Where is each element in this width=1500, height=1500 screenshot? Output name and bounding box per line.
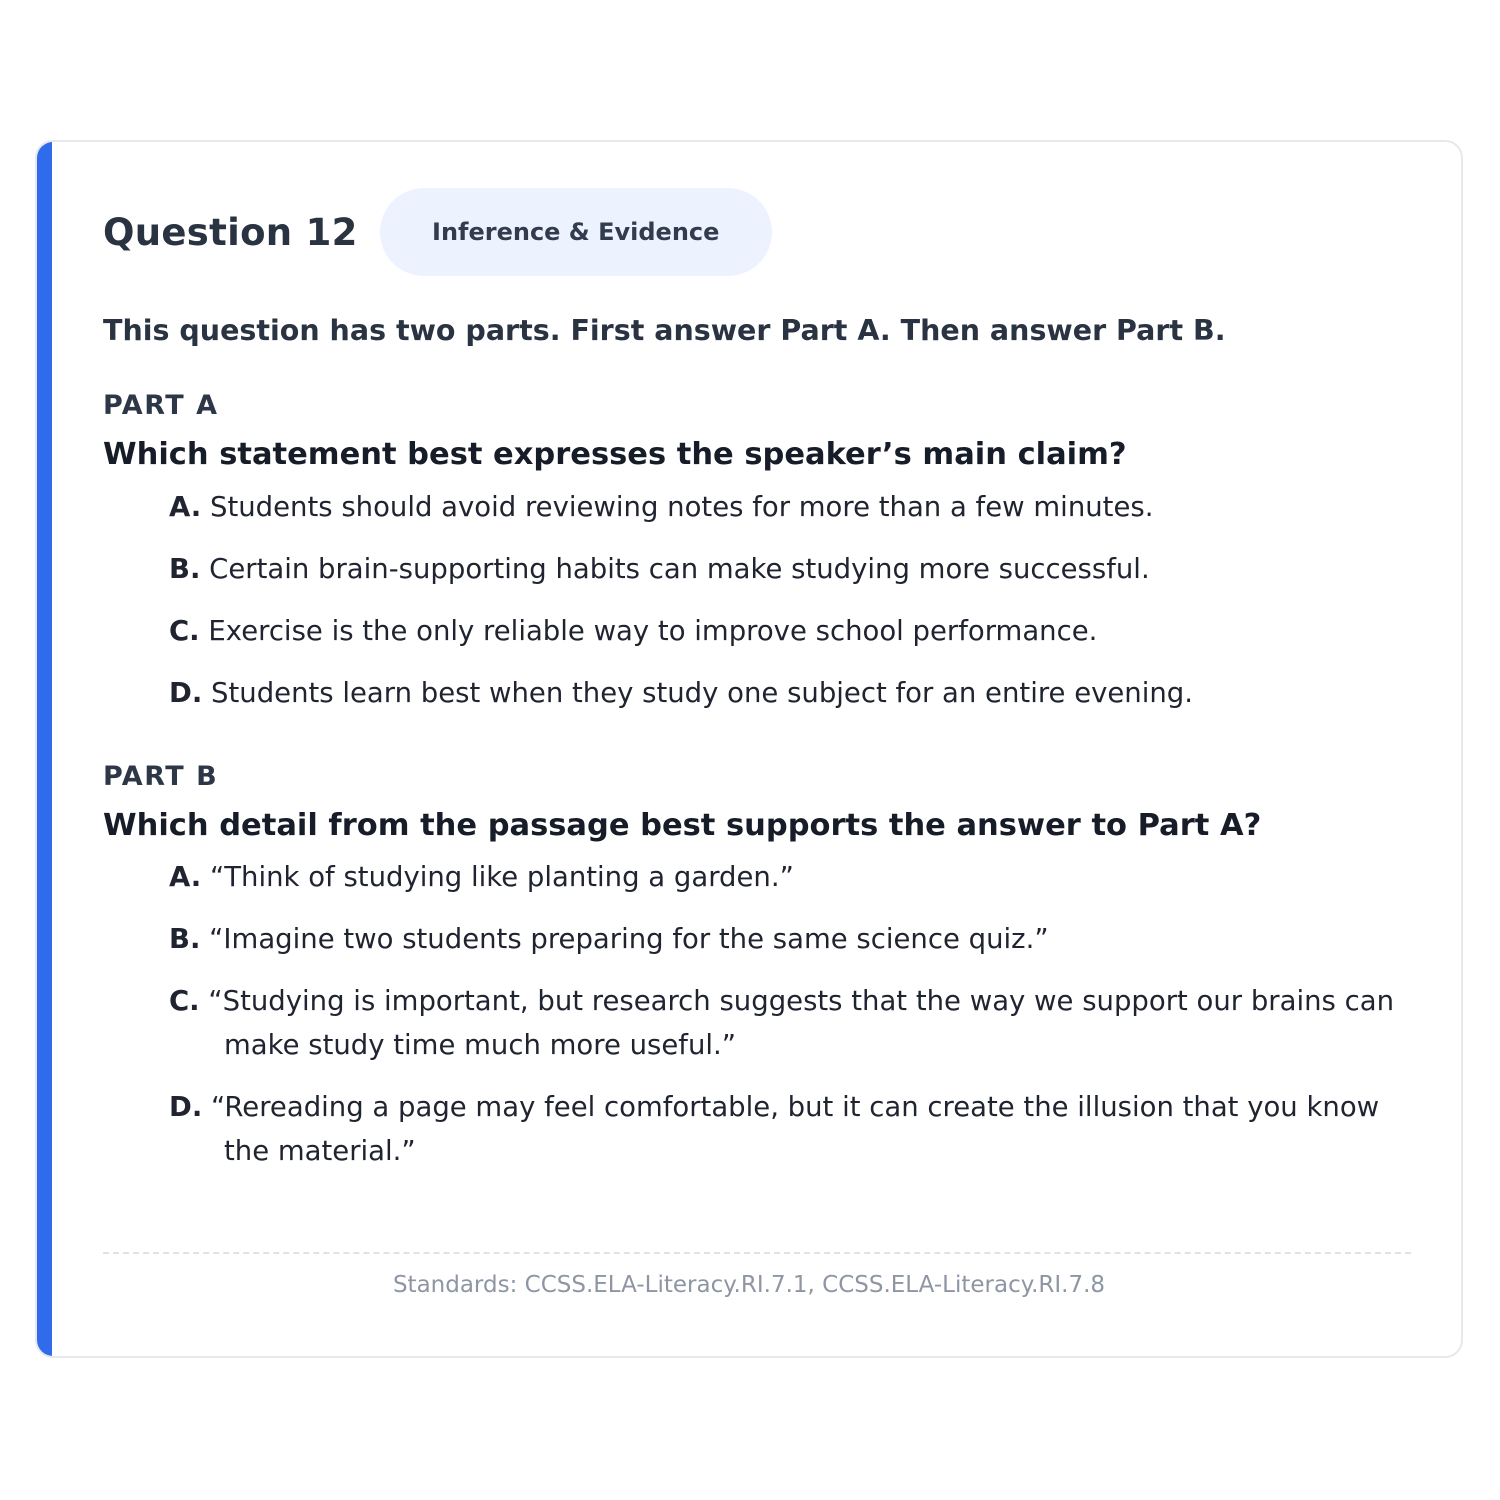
option-letter: C.: [169, 985, 200, 1018]
option-text: “Studying is important, but research suggests that the way we support our brains can make study time much more useful.”: [208, 985, 1394, 1062]
option-text: Certain brain-supporting habits can make studying more successful.: [209, 552, 1150, 585]
part-a-label: PART A: [103, 390, 219, 422]
option-text: Students learn best when they study one subject for an entire evening.: [211, 676, 1194, 709]
part-a-option-b[interactable]: [169, 547, 1411, 591]
instructions-text: This question has two parts. First answer Part A. Then answer Part B.: [103, 314, 1226, 347]
part-a-option-d[interactable]: [169, 671, 1411, 715]
option-text: “Think of studying like planting a garden.”: [210, 861, 794, 894]
option-letter: A.: [169, 861, 202, 894]
option-text: Exercise is the only reliable way to improve school performance.: [208, 614, 1098, 647]
footer-divider: [103, 1252, 1411, 1254]
option-text: Students should avoid reviewing notes for more than a few minutes.: [210, 490, 1154, 523]
option-text: “Imagine two students preparing for the same science quiz.”: [209, 923, 1049, 956]
part-a-option-c[interactable]: [169, 609, 1411, 653]
part-b-option-a[interactable]: [169, 855, 1411, 899]
part-b-label: PART B: [103, 760, 219, 792]
category-badge: Inference & Evidence: [380, 188, 772, 276]
question-content: [103, 188, 1411, 1191]
part-a-options: [103, 485, 1411, 715]
option-text: “Rereading a page may feel comfortable, but it can create the illusion that you know the material.”: [211, 1091, 1380, 1168]
option-letter: B.: [169, 552, 201, 585]
part-b-option-b[interactable]: [169, 917, 1411, 961]
option-letter: D.: [169, 1091, 203, 1124]
option-letter: A.: [169, 490, 202, 523]
part-a-question: Which statement best expresses the speaker’s main claim?: [103, 437, 1127, 473]
part-b-question: Which detail from the passage best supports the answer to Part A?: [103, 807, 1262, 843]
option-letter: B.: [169, 923, 201, 956]
standards-text: Standards: CCSS.ELA-Literacy.RI.7.1, CCSS.ELA-Literacy.RI.7.8: [392, 1272, 1106, 1298]
question-header: [103, 188, 1411, 276]
question-title: Question 12: [103, 210, 358, 254]
part-b-options: [103, 855, 1411, 1173]
accent-bar: [37, 142, 52, 1356]
option-letter: C.: [169, 614, 200, 647]
part-b-option-c[interactable]: [169, 979, 1411, 1067]
part-b-option-d[interactable]: [169, 1085, 1411, 1173]
question-card: [35, 140, 1463, 1358]
option-letter: D.: [169, 676, 203, 709]
part-a-option-a[interactable]: [169, 485, 1411, 529]
